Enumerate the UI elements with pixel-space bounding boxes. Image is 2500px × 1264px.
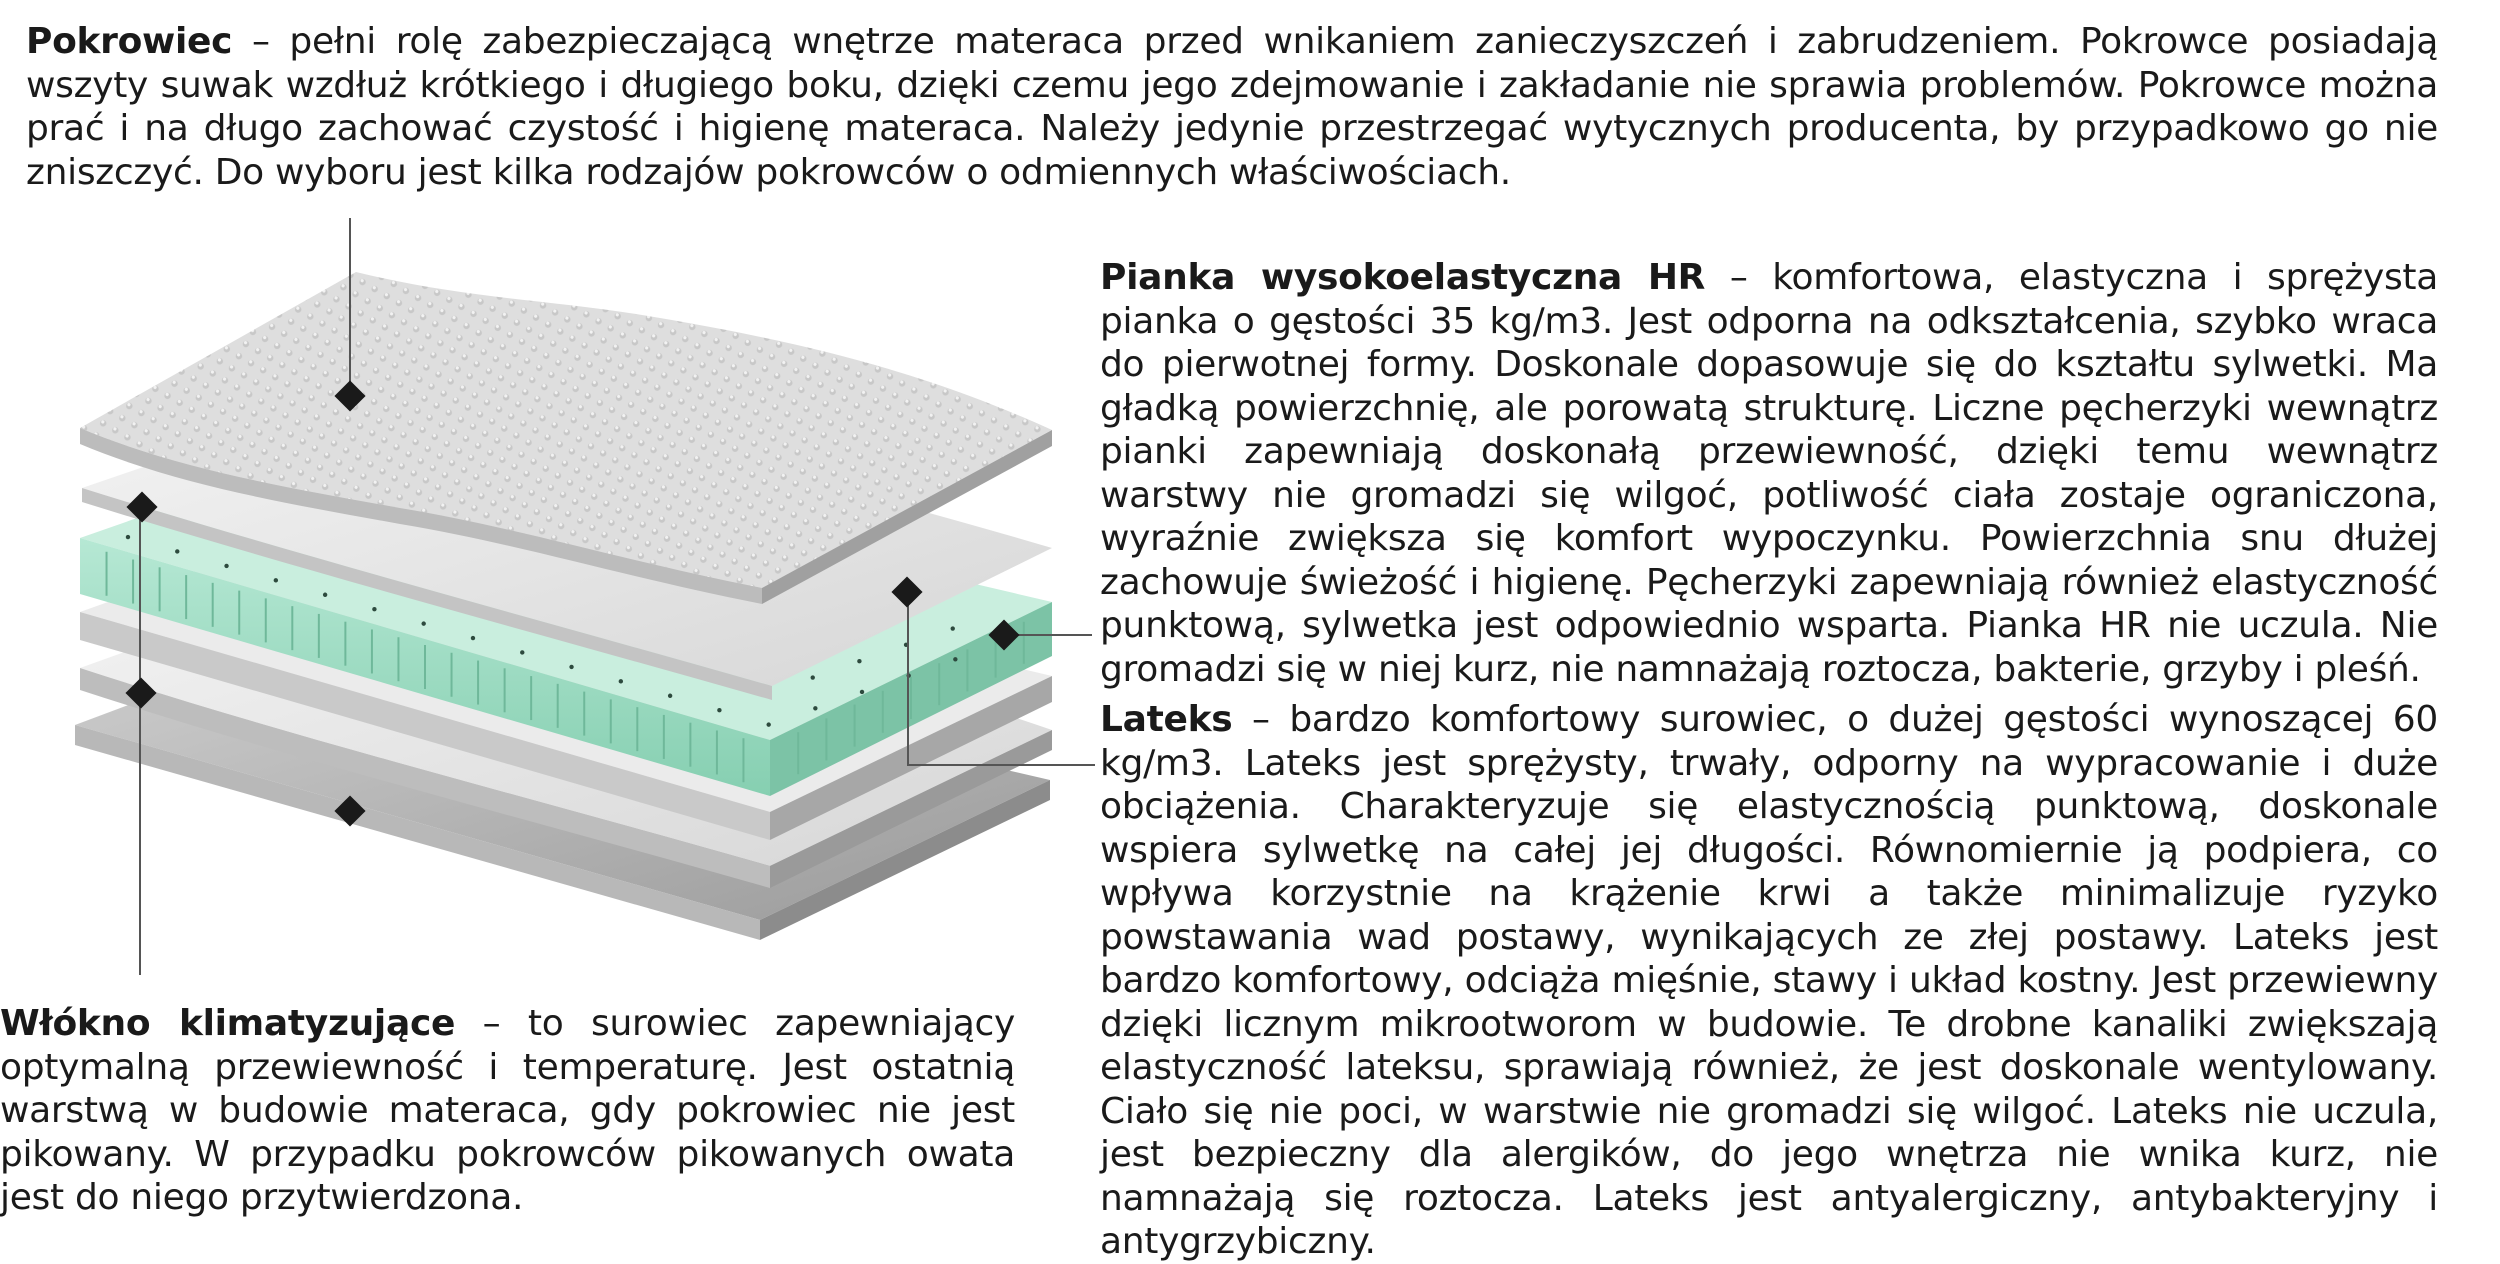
latex-title: Lateks — [1100, 699, 1233, 740]
hr-foam-title: Pianka wysokoelastyczna HR — [1100, 257, 1706, 298]
fiber-description — [0, 1002, 1015, 1220]
hr-foam-description — [1100, 256, 2438, 691]
fiber-title: Włókno klimatyzujące — [0, 1003, 456, 1044]
latex-description — [1100, 698, 2438, 1264]
fiber-text: – to surowiec zapewniający optymalną przewiewność i temperaturę. Jest ostatnią warstwą w budowie materaca, gdy pokrowiec nie jest pikowany. W przypadku pokrowców pikowanych owata jest do niego przytwierdzona. — [0, 1003, 1015, 1218]
latex-text: – bardzo komfortowy surowiec, o dużej gęstości wynoszącej 60 kg/m3. Lateks jest sprężysty, trwały, odporny na wypracowanie i duże obciążenia. Charakteryzuje się elastycznością punktową, doskonale wspiera sylwetkę na całej jej długości. Równomiernie ją podpiera, co wpływa korzystnie na krążenie krwi a także minimalizuje ryzyko powstawania wad postawy, wynikających ze złej postawy. Lateks jest bardzo komfortowy, odciąża mięśnie, stawy i układ kostny. Jest przewiewny dzięki licznym mikrootworom w budowie. Te drobne kanaliki zwiększają elastyczność lateksu, sprawiają również, że jest doskonale wentylowany. Ciało się nie poci, w warstwie nie gromadzi się wilgoć. Lateks nie uczula, jest bezpieczny dla alergików, do jego wnętrza nie wnika kurz, nie namnażają się roztocza. Lateks jest antyalergiczny, antybakteryjny i antygrzybiczny. — [1100, 699, 2438, 1262]
hr-foam-text: – komfortowa, elastyczna i sprężysta pianka o gęstości 35 kg/m3. Jest odporna na odkształcenia, szybko wraca do pierwotnej formy. Doskonale dopasowuje się do kształtu sylwetki. Ma gładką powierzchnię, ale porowatą strukturę. Liczne pęcherzyki wewnątrz pianki zapewniają doskonałą przewiewność, dzięki temu wewnątrz warstwy nie gromadzi się wilgoć, potliwość ciała zostaje ograniczona, wyraźnie zwiększa się komfort wypoczynku. Powierzchnia snu dłużej zachowuje świeżość i higienę. Pęcherzyki zapewniają również elastyczność punktową, sylwetka jest odpowiednio wsparta. Pianka HR nie uczula. Nie gromadzi się w niej kurz, nie namnażają roztocza, bakterie, grzyby i pleśń. — [1100, 257, 2438, 690]
cover-text: – pełni rolę zabezpieczającą wnętrze materaca przed wnikaniem zanieczyszczeń i zabrudzeniem. Pokrowce posiadają wszyty suwak wzdłuż krótkiego i długiego boku, dzięki czemu jego zdejmowanie i zakładanie nie sprawia problemów. Pokrowce można prać i na długo zachować czystość i higienę materaca. Należy jedynie przestrzegać wytycznych producenta, by przypadkowo go nie zniszczyć. Do wyboru jest kilka rodzajów pokrowców o odmiennych właściwościach. — [26, 21, 2438, 193]
cover-title: Pokrowiec — [26, 21, 233, 62]
